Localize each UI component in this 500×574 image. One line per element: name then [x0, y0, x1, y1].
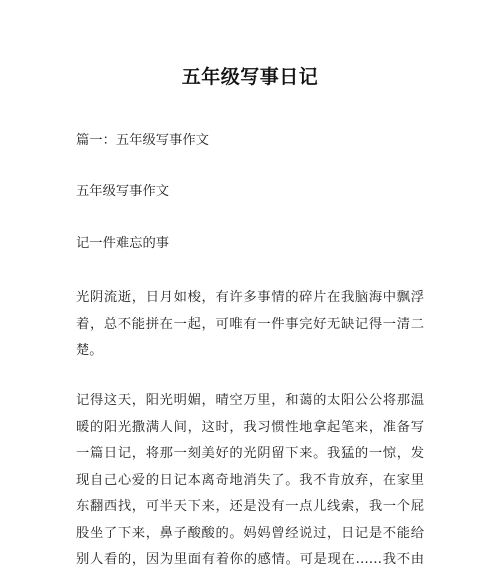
paragraph-line: 着，总不能拼在一起，可唯有一件事完好无缺记得一清二	[76, 316, 424, 332]
paragraph-line: 别人看的，因为里面有着你的感情。可是现在……我不由	[76, 552, 424, 567]
paragraph-line: 楚。	[76, 343, 103, 358]
paragraph-line: 暖的阳光撒满人间，这时，我习惯性地拿起笔来，准备写	[76, 419, 424, 435]
section-heading: 篇一：五年级写事作文	[76, 133, 209, 148]
paragraph-line: 光阴流逝，日月如梭，有许多事情的碎片在我脑海中飘浮	[76, 290, 424, 305]
essay-title: 五年级写事作文	[76, 184, 170, 199]
paragraph-line: 东翻西找，可半天下来，还是没有一点儿线索，我一个屁	[76, 499, 424, 514]
document-title: 五年级写事日记	[181, 66, 319, 88]
paragraph-2	[76, 388, 424, 574]
paragraph-line: 一篇日记，将那一刻美好的光阴留下来。我猛的一惊，发	[76, 446, 424, 461]
paragraph-1	[76, 285, 424, 365]
essay-subtitle: 记一件难忘的事	[76, 236, 170, 251]
paragraph-line: 记得这天，阳光明媚，晴空万里，和蔼的太阳公公将那温	[76, 393, 424, 408]
paragraph-line: 股坐了下来，鼻子酸酸的。妈妈曾经说过，日记是不能给	[76, 525, 424, 541]
paragraph-line: 现自己心爱的日记本离奇地消失了。我不肯放弃，在家里	[76, 472, 424, 488]
